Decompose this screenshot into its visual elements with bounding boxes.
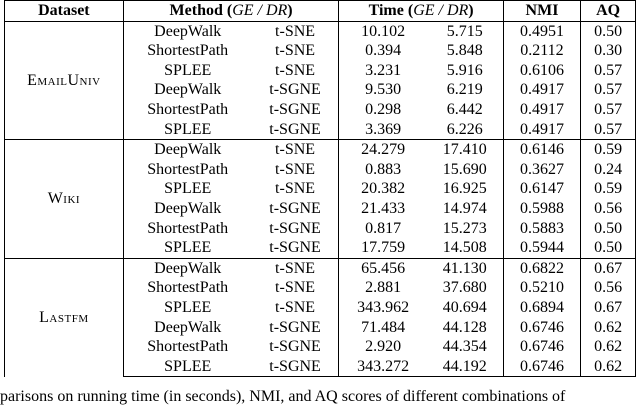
nmi-cell: 0.6106: [503, 61, 580, 81]
table-row: [5, 258, 636, 278]
header-aq: AQ: [581, 1, 636, 22]
time-ge-cell: 2.881: [339, 278, 427, 298]
aq-cell: 0.57: [581, 80, 636, 100]
dr-method-cell: t-SGNE: [269, 219, 321, 237]
nmi-cell: 0.5883: [503, 219, 580, 239]
aq-cell: 0.62: [581, 318, 636, 338]
time-dr-cell: 40.694: [442, 298, 487, 316]
ge-method-cell: ShortestPath: [123, 337, 251, 357]
aq-cell: 0.30: [581, 41, 636, 61]
time-dr-cell: 5.715: [427, 21, 504, 41]
time-ge-cell: 17.759: [339, 238, 427, 258]
table-caption: parisons on running time (in seconds), NMI, and AQ scores of different combinations of: [0, 388, 566, 405]
dr-method-cell: t-SGNE: [269, 100, 321, 118]
ge-method-cell: ShortestPath: [123, 160, 251, 180]
aq-cell: 0.59: [581, 140, 636, 160]
header-method: Method (GE / DR): [123, 1, 339, 22]
ge-method-cell: DeepWalk: [123, 140, 251, 160]
ge-method-cell: SPLEE: [123, 120, 251, 140]
nmi-cell: 0.4917: [503, 100, 580, 120]
time-dr-cell: 37.680: [442, 279, 487, 297]
dr-method-cell: t-SGNE: [269, 81, 321, 99]
results-table: [4, 0, 636, 377]
time-dr-cell: 6.442: [446, 100, 483, 118]
time-ge-cell: 343.272: [339, 357, 427, 377]
nmi-cell: 0.4917: [503, 120, 580, 140]
time-dr-cell: 5.916: [446, 61, 483, 79]
dr-method-cell: t-SGNE: [269, 318, 321, 336]
time-dr-cell: 15.690: [442, 160, 487, 178]
header-time: Time (GE / DR): [339, 1, 503, 22]
ge-method-cell: SPLEE: [123, 61, 251, 81]
aq-cell: 0.67: [581, 258, 636, 278]
time-dr-cell: 15.273: [442, 219, 487, 237]
time-ge-cell: 0.883: [339, 160, 427, 180]
ge-method-cell: SPLEE: [123, 298, 251, 318]
ge-method-cell: ShortestPath: [123, 278, 251, 298]
time-ge-cell: 10.102: [339, 21, 427, 41]
time-dr-cell: 6.219: [446, 81, 483, 99]
nmi-cell: 0.6746: [503, 337, 580, 357]
dr-method-cell: t-SNE: [275, 279, 316, 297]
time-ge-cell: 65.456: [339, 258, 427, 278]
time-ge-cell: 0.298: [339, 100, 427, 120]
dr-method-cell: t-SNE: [275, 42, 316, 60]
time-ge-cell: 20.382: [339, 179, 427, 199]
nmi-cell: 0.6746: [503, 318, 580, 338]
dataset-cell: Wiki: [5, 140, 124, 259]
ge-method-cell: SPLEE: [123, 238, 251, 258]
aq-cell: 0.62: [581, 337, 636, 357]
dr-method-cell: t-SNE: [275, 160, 316, 178]
aq-cell: 0.50: [581, 219, 636, 239]
time-ge-cell: 71.484: [339, 318, 427, 338]
nmi-cell: 0.4917: [503, 80, 580, 100]
ge-method-cell: DeepWalk: [123, 21, 251, 41]
nmi-cell: 0.6147: [503, 179, 580, 199]
table-row: [5, 140, 636, 160]
aq-cell: 0.50: [581, 238, 636, 258]
time-ge-cell: 343.962: [339, 298, 427, 318]
time-ge-cell: 2.920: [339, 337, 427, 357]
dataset-cell: Lastfm: [5, 258, 124, 377]
dr-method-cell: t-SNE: [252, 140, 339, 160]
dr-method-cell: t-SNE: [275, 61, 316, 79]
time-ge-cell: 3.231: [339, 61, 427, 81]
table-row: [5, 21, 636, 41]
dr-method-cell: t-SNE: [252, 21, 339, 41]
nmi-cell: 0.6146: [503, 140, 580, 160]
time-dr-cell: 44.354: [442, 338, 487, 356]
nmi-cell: 0.5944: [503, 238, 580, 258]
time-dr-cell: 44.128: [442, 318, 487, 336]
aq-cell: 0.24: [581, 160, 636, 180]
time-dr-cell: 5.848: [446, 42, 483, 60]
dr-method-cell: t-SNE: [275, 298, 316, 316]
ge-method-cell: ShortestPath: [123, 100, 251, 120]
aq-cell: 0.67: [581, 298, 636, 318]
dataset-cell: EmailUniv: [5, 21, 124, 140]
time-ge-cell: 0.394: [339, 41, 427, 61]
ge-method-cell: DeepWalk: [123, 258, 251, 278]
header-dataset: Dataset: [5, 1, 124, 22]
time-dr-cell: 16.925: [442, 180, 487, 198]
dr-method-cell: t-SNE: [275, 180, 316, 198]
ge-method-cell: DeepWalk: [123, 199, 251, 219]
nmi-cell: 0.2112: [503, 41, 580, 61]
nmi-cell: 0.3627: [503, 160, 580, 180]
nmi-cell: 0.6822: [503, 258, 580, 278]
dr-method-cell: t-SGNE: [252, 357, 339, 377]
nmi-cell: 0.5210: [503, 278, 580, 298]
ge-method-cell: ShortestPath: [123, 41, 251, 61]
nmi-cell: 0.6746: [503, 357, 580, 377]
time-dr-cell: 14.508: [442, 239, 487, 257]
aq-cell: 0.57: [581, 120, 636, 140]
dr-method-cell: t-SNE: [252, 258, 339, 278]
aq-cell: 0.50: [581, 21, 636, 41]
time-ge-cell: 9.530: [339, 80, 427, 100]
dr-method-cell: t-SGNE: [269, 199, 321, 217]
ge-method-cell: DeepWalk: [123, 318, 251, 338]
ge-method-cell: SPLEE: [123, 179, 251, 199]
aq-cell: 0.56: [581, 199, 636, 219]
aq-cell: 0.56: [581, 278, 636, 298]
header-row: [5, 1, 636, 22]
time-ge-cell: 21.433: [339, 199, 427, 219]
dr-method-cell: t-SGNE: [269, 338, 321, 356]
time-dr-cell: 14.974: [442, 199, 487, 217]
time-dr-cell: 17.410: [427, 140, 504, 160]
aq-cell: 0.59: [581, 179, 636, 199]
time-dr-cell: 6.226: [446, 120, 483, 138]
time-ge-cell: 3.369: [339, 120, 427, 140]
dr-method-cell: t-SGNE: [269, 120, 321, 138]
time-dr-cell: 41.130: [427, 258, 504, 278]
aq-cell: 0.57: [581, 100, 636, 120]
ge-method-cell: ShortestPath: [123, 219, 251, 239]
ge-method-cell: DeepWalk: [123, 80, 251, 100]
dr-method-cell: t-SGNE: [269, 239, 321, 257]
aq-cell: 0.57: [581, 61, 636, 81]
ge-method-cell: SPLEE: [123, 357, 251, 377]
nmi-cell: 0.6894: [503, 298, 580, 318]
header-nmi: NMI: [503, 1, 580, 22]
nmi-cell: 0.4951: [503, 21, 580, 41]
time-ge-cell: 0.817: [339, 219, 427, 239]
nmi-cell: 0.5988: [503, 199, 580, 219]
aq-cell: 0.62: [581, 357, 636, 377]
time-ge-cell: 24.279: [339, 140, 427, 160]
time-dr-cell: 44.192: [427, 357, 504, 377]
